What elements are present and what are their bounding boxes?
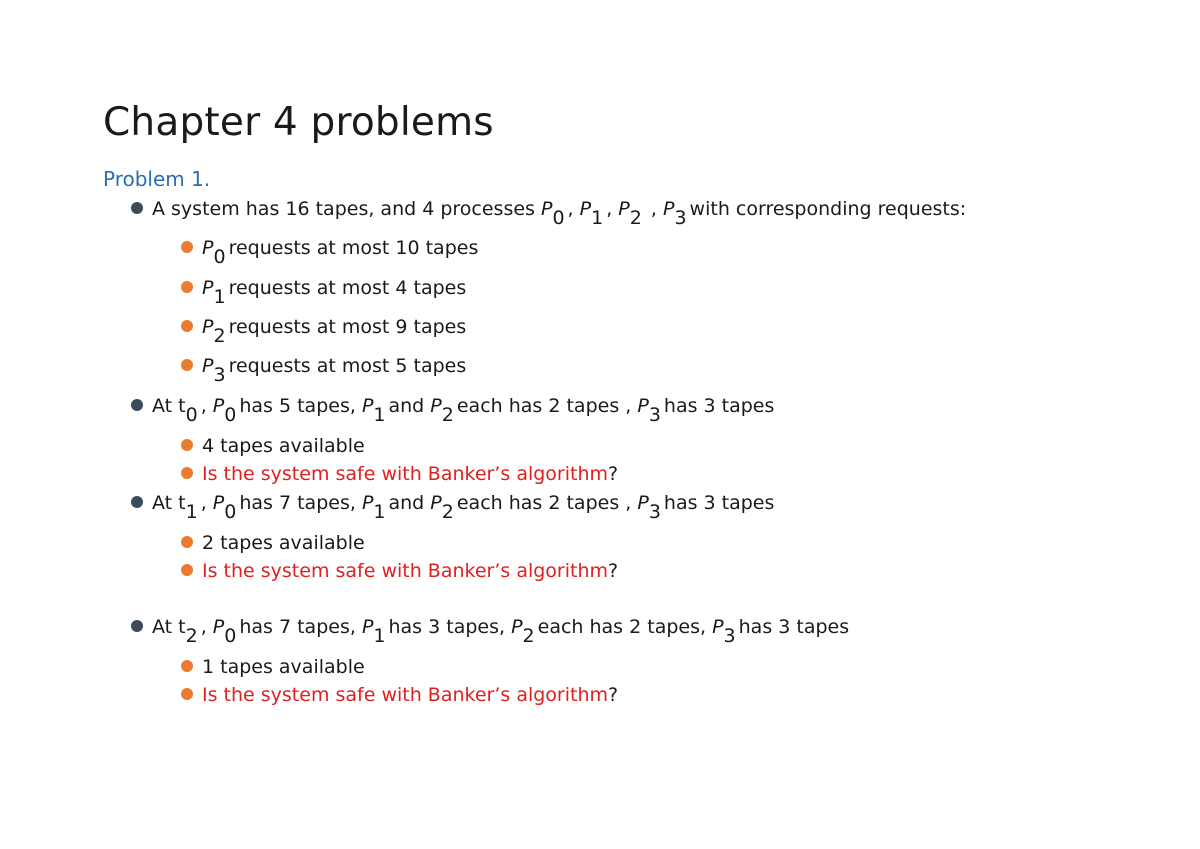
state-t0: At t0 , P0 has 5 tapes, P1 and P2 each has 2 tapes , P3 has 3 tapes — [131, 394, 774, 418]
bullet-dot-icon — [181, 359, 193, 371]
list-item: P2 requests at most 9 tapes — [181, 315, 466, 339]
list-item: Is the system safe with Banker’s algorithm? — [181, 462, 618, 486]
bullet-dot-icon — [131, 202, 143, 214]
bullet-dot-icon — [181, 660, 193, 672]
problem-heading: Problem 1. — [103, 167, 211, 191]
state-t2: At t2 , P0 has 7 tapes, P1 has 3 tapes, P2 each has 2 tapes, P3 has 3 tapes — [131, 615, 849, 639]
bullet-dot-icon — [131, 496, 143, 508]
bullet-dot-icon — [181, 439, 193, 451]
bullet-dot-icon — [181, 241, 193, 253]
list-item: Is the system safe with Banker’s algorithm? — [181, 683, 618, 707]
bullet-dot-icon — [181, 281, 193, 293]
bullet-dot-icon — [181, 320, 193, 332]
system-description: A system has 16 tapes, and 4 processes P0 , P1 , P2 , P3 with corresponding requests: — [131, 197, 966, 221]
list-item: P3 requests at most 5 tapes — [181, 354, 466, 378]
list-item: 1 tapes available — [181, 655, 365, 679]
page-title: Chapter 4 problems — [103, 100, 494, 145]
list-item: Is the system safe with Banker’s algorithm? — [181, 559, 618, 583]
bullet-dot-icon — [131, 620, 143, 632]
bullet-dot-icon — [181, 564, 193, 576]
list-item: 2 tapes available — [181, 531, 365, 555]
list-item: P1 requests at most 4 tapes — [181, 276, 466, 300]
bullet-dot-icon — [181, 688, 193, 700]
bullet-dot-icon — [181, 467, 193, 479]
bullet-dot-icon — [181, 536, 193, 548]
list-item: P0 requests at most 10 tapes — [181, 236, 478, 260]
state-t1: At t1 , P0 has 7 tapes, P1 and P2 each has 2 tapes , P3 has 3 tapes — [131, 491, 774, 515]
list-item: 4 tapes available — [181, 434, 365, 458]
bullet-dot-icon — [131, 399, 143, 411]
